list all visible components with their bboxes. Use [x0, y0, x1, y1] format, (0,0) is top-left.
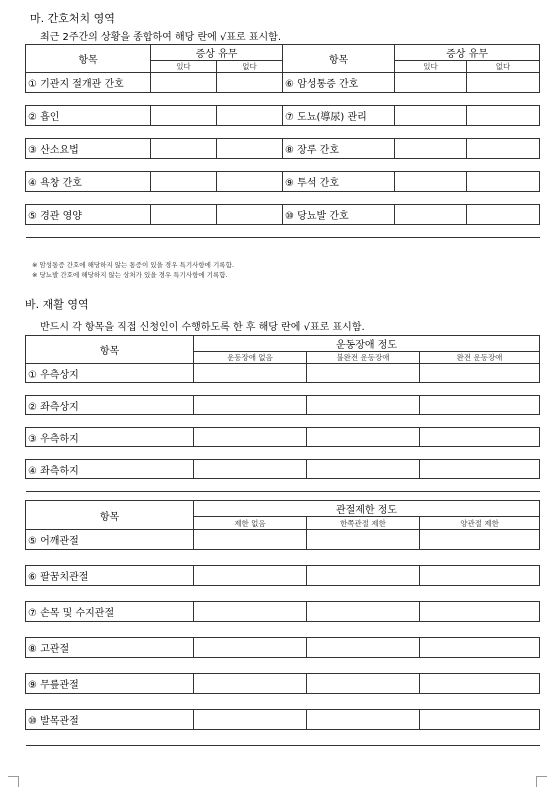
checkbox-cell[interactable] [420, 364, 540, 383]
col-header-item: 항목 [26, 336, 194, 364]
item-label: ⑦ 손목 및 수지관절 [26, 602, 194, 622]
row-spacer [26, 622, 540, 638]
checkbox-cell[interactable] [420, 396, 540, 415]
checkbox-cell[interactable] [194, 566, 307, 586]
item-label: ④ 좌측하지 [26, 460, 194, 479]
note-diabetic-foot: ※ 당뇨발 간호에 해당하지 않는 상처가 있을 경우 특기사항에 기록함. [32, 271, 228, 279]
row-spacer [26, 159, 540, 172]
checkbox-cell[interactable] [307, 460, 420, 479]
item-label: ① 우측상지 [26, 364, 194, 383]
checkbox-cell[interactable] [307, 710, 420, 730]
checkbox-cell[interactable] [420, 428, 540, 447]
section-title-rehab: 바. 재활 영역 [25, 298, 89, 311]
col-header-item-right: 항목 [283, 45, 395, 73]
item-label: ① 기관지 절개관 간호 [26, 73, 151, 93]
table-row [26, 530, 540, 550]
col-header-yes-left: 있다 [151, 61, 217, 73]
checkbox-cell[interactable] [151, 139, 217, 159]
checkbox-cell[interactable] [194, 638, 307, 658]
checkbox-cell[interactable] [151, 205, 217, 225]
checkbox-cell[interactable] [307, 530, 420, 550]
table-row [26, 638, 540, 658]
checkbox-cell[interactable] [467, 172, 540, 192]
row-spacer [26, 550, 540, 566]
col-header-item: 항목 [26, 501, 194, 530]
checkbox-cell[interactable] [194, 460, 307, 479]
row-spacer [26, 447, 540, 460]
crop-mark-left [8, 776, 19, 787]
checkbox-cell[interactable] [151, 172, 217, 192]
table-row [26, 172, 540, 192]
item-label: ⑤ 어깨관절 [26, 530, 194, 550]
checkbox-cell[interactable] [420, 530, 540, 550]
item-label: ③ 산소요법 [26, 139, 151, 159]
checkbox-cell[interactable] [420, 638, 540, 658]
item-label: ④ 욕창 간호 [26, 172, 151, 192]
table-row [26, 602, 540, 622]
joint-table [25, 500, 540, 746]
checkbox-cell[interactable] [395, 73, 467, 93]
row-spacer [26, 225, 540, 238]
row-spacer [26, 415, 540, 428]
checkbox-cell[interactable] [395, 172, 467, 192]
table-row [26, 139, 540, 159]
checkbox-cell[interactable] [194, 674, 307, 694]
row-spacer [26, 586, 540, 602]
col-header-motor-group: 운동장애 정도 [194, 336, 540, 352]
note-cancer-pain: ※ 암성통증 간호에 해당하지 않는 통증이 있을 경우 특기사항에 기록함. [32, 261, 234, 269]
crop-mark-right [536, 776, 547, 787]
item-label: ⑦ 도뇨(導尿) 관리 [283, 106, 395, 126]
col-header-joint-both: 양관절 제한 [420, 517, 540, 530]
item-label: ⑩ 당뇨발 간호 [283, 205, 395, 225]
nursing-table [25, 44, 540, 238]
checkbox-cell[interactable] [217, 172, 283, 192]
item-label: ② 흡인 [26, 106, 151, 126]
rehab-instruction: 반드시 각 항목을 직접 신청인이 수행하도록 한 후 해당 란에 √표로 표시함. [40, 322, 365, 333]
table-row [26, 566, 540, 586]
checkbox-cell[interactable] [307, 396, 420, 415]
checkbox-cell[interactable] [395, 205, 467, 225]
col-header-no-right: 없다 [467, 61, 540, 73]
table-row [26, 205, 540, 225]
item-label: ⑥ 팔꿈치관절 [26, 566, 194, 586]
motor-table [25, 335, 540, 492]
col-header-joint-group: 관절제한 정도 [194, 501, 540, 517]
item-label: ③ 우측하지 [26, 428, 194, 447]
row-spacer [26, 694, 540, 710]
checkbox-cell[interactable] [151, 106, 217, 126]
checkbox-cell[interactable] [420, 674, 540, 694]
item-label: ⑥ 암성통증 간호 [283, 73, 395, 93]
table-row [26, 364, 540, 383]
checkbox-cell[interactable] [194, 602, 307, 622]
checkbox-cell[interactable] [307, 602, 420, 622]
checkbox-cell[interactable] [395, 139, 467, 159]
col-header-joint-one: 한쪽관절 제한 [307, 517, 420, 530]
col-header-motor-complete: 완전 운동장애 [420, 352, 540, 364]
table-row [26, 710, 540, 730]
checkbox-cell[interactable] [467, 106, 540, 126]
col-header-symptom-left: 증상 유무 [151, 45, 283, 61]
item-label: ② 좌측상지 [26, 396, 194, 415]
col-header-no-left: 없다 [217, 61, 283, 73]
checkbox-cell[interactable] [307, 566, 420, 586]
table-row [26, 460, 540, 479]
table-row [26, 73, 540, 93]
row-spacer [26, 192, 540, 205]
checkbox-cell[interactable] [217, 139, 283, 159]
item-label: ⑤ 경관 영양 [26, 205, 151, 225]
checkbox-cell[interactable] [194, 364, 307, 383]
col-header-symptom-right: 증상 유무 [395, 45, 540, 61]
item-label: ⑧ 고관절 [26, 638, 194, 658]
checkbox-cell[interactable] [467, 205, 540, 225]
checkbox-cell[interactable] [194, 396, 307, 415]
checkbox-cell[interactable] [420, 460, 540, 479]
item-label: ⑩ 발목관절 [26, 710, 194, 730]
checkbox-cell[interactable] [194, 710, 307, 730]
section-title-nursing: 마. 간호처치 영역 [30, 12, 115, 25]
checkbox-cell[interactable] [217, 73, 283, 93]
checkbox-cell[interactable] [194, 428, 307, 447]
row-spacer [26, 93, 540, 106]
table-row [26, 106, 540, 126]
row-spacer [26, 658, 540, 674]
row-spacer [26, 730, 540, 746]
table-row [26, 674, 540, 694]
item-label: ⑨ 투석 간호 [283, 172, 395, 192]
checkbox-cell[interactable] [307, 638, 420, 658]
checkbox-cell[interactable] [307, 674, 420, 694]
row-spacer [26, 126, 540, 139]
nursing-instruction: 최근 2주간의 상황을 종합하여 해당 란에 √표로 표시함. [40, 32, 282, 43]
item-label: ⑨ 무릎관절 [26, 674, 194, 694]
row-spacer [26, 383, 540, 396]
checkbox-cell[interactable] [217, 205, 283, 225]
checkbox-cell[interactable] [194, 530, 307, 550]
checkbox-cell[interactable] [307, 364, 420, 383]
col-header-item-left: 항목 [26, 45, 151, 73]
table-row [26, 428, 540, 447]
col-header-joint-none: 제한 없음 [194, 517, 307, 530]
col-header-motor-partial: 불완전 운동장애 [307, 352, 420, 364]
checkbox-cell[interactable] [420, 566, 540, 586]
col-header-motor-none: 운동장애 없음 [194, 352, 307, 364]
table-row [26, 396, 540, 415]
checkbox-cell[interactable] [151, 73, 217, 93]
checkbox-cell[interactable] [420, 710, 540, 730]
checkbox-cell[interactable] [467, 73, 540, 93]
item-label: ⑧ 장루 간호 [283, 139, 395, 159]
checkbox-cell[interactable] [420, 602, 540, 622]
checkbox-cell[interactable] [395, 106, 467, 126]
row-spacer [26, 479, 540, 492]
checkbox-cell[interactable] [307, 428, 420, 447]
col-header-yes-right: 있다 [395, 61, 467, 73]
checkbox-cell[interactable] [217, 106, 283, 126]
checkbox-cell[interactable] [467, 139, 540, 159]
